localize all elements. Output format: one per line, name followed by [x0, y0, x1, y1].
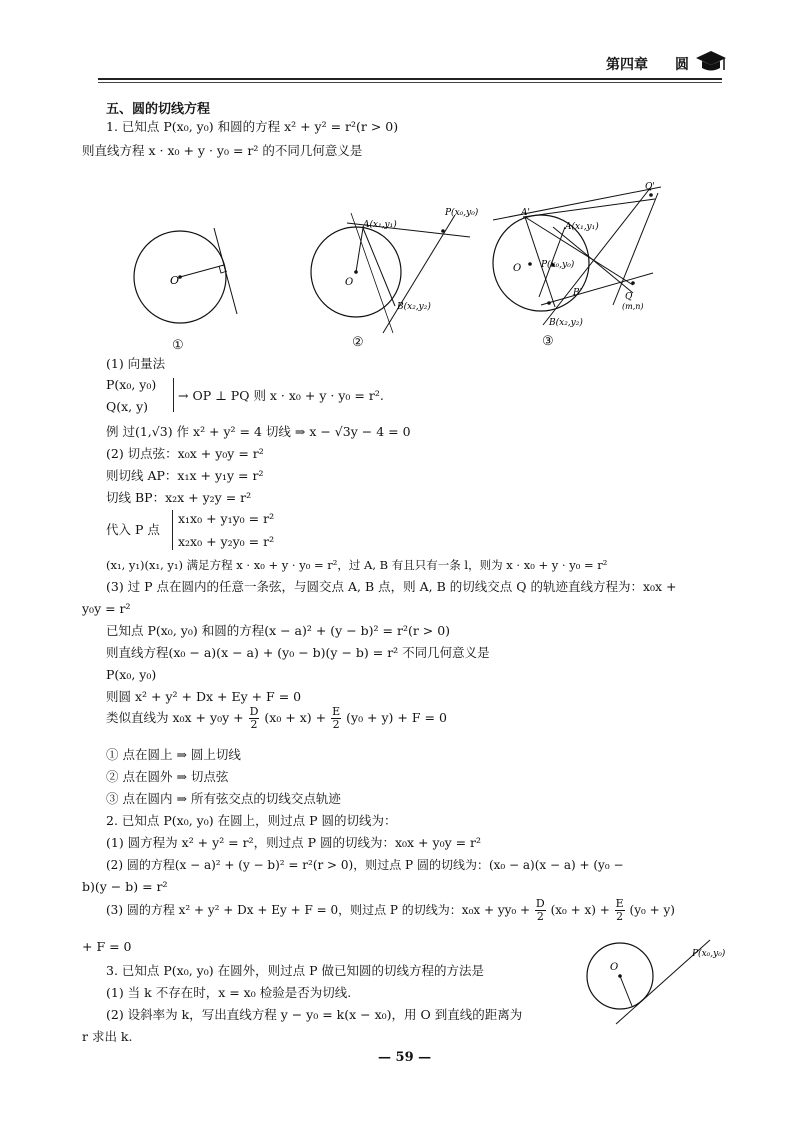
- figure-1: [125, 222, 255, 352]
- line-03: 例 过(1,√3) 作 x² + y² = 4 切线 ⇒ x − √3y − 4 = 0: [106, 424, 411, 439]
- line-06: 切线 BP：x₂x + y₂y = r²: [106, 490, 252, 505]
- fraction-E-over-2-b: $\frac{E}{2}$: [615, 897, 624, 923]
- line-18: ③ 点在圆内 ⇒ 所有弦交点的切线交点轨迹: [106, 791, 341, 806]
- page-number: — 59 —: [378, 1050, 432, 1065]
- line-11: 已知点 P(x₀, y₀) 和圆的方程(x − a)² + (y − b)² = r²(r > 0): [106, 623, 451, 638]
- line-28: r 求出 k.: [82, 1029, 133, 1044]
- fig4-P-label: P(x₀,y₀): [692, 949, 726, 959]
- fig3-B2-label: B': [573, 288, 583, 298]
- fig3-Q-label: Q: [625, 292, 633, 302]
- line-23b: (x₀ + x) +: [550, 903, 610, 917]
- line-12: 则直线方程(x₀ − a)(x − a) + (y₀ − b)(y − b) = r² 不同几何意义是: [106, 645, 490, 660]
- fig3-A-label: A(x₁,y₁): [565, 222, 599, 232]
- fig2-B-label: B(x₂,y₂): [397, 302, 431, 312]
- line-20: (1) 圆方程为 x² + y² = r²，则过点 P 圆的切线为：x₀x + y₀y = r²: [106, 835, 482, 850]
- fig2-caption: ②: [352, 335, 364, 350]
- line-24: + F = 0: [82, 939, 132, 954]
- line-02c: → OP ⊥ PQ 则 x · x₀ + y · y₀ = r².: [178, 388, 384, 403]
- line-23c: (y₀ + y): [629, 903, 675, 917]
- line-26: (1) 当 k 不存在时，x = x₀ 检验是否为切线.: [106, 985, 352, 1000]
- figure-2: [305, 205, 480, 340]
- line-14: 则圆 x² + y² + Dx + Ey + F = 0: [106, 689, 302, 704]
- fraction-D-over-2-b: $\frac{D}{2}$: [535, 897, 545, 923]
- fig3-center-label: O: [513, 263, 522, 274]
- brace-1: [173, 378, 174, 412]
- fraction-D-over-2: $\frac{D}{2}$: [249, 705, 259, 731]
- line-09: (3) 过 P 点在圆内的任意一条弦，与圆交点 A, B 点，则 A, B 的切线交点 Q 的轨迹直线方程为：x₀x +: [106, 579, 677, 594]
- brace-2: [172, 510, 173, 550]
- line-07b: x₂x₀ + y₂y₀ = r²: [178, 534, 275, 549]
- fig3-P-label: P(x₀,y₀): [541, 260, 575, 270]
- line-15a: 类似直线为 x₀x + y₀y +: [106, 710, 244, 725]
- line-25: 3. 已知点 P(x₀, y₀) 在圆外，则过点 P 做已知圆的切线方程的方法是: [106, 963, 484, 978]
- line-21: (2) 圆的方程(x − a)² + (y − b)² = r²(r > 0)，则过点 P 圆的切线为：(x₀ − a)(x − a) + (y₀ −: [106, 858, 624, 872]
- fig3-mn-label: (m,n): [622, 302, 644, 311]
- intro-line-2: 则直线方程 x · x₀ + y · y₀ = r² 的不同几何意义是: [82, 143, 363, 158]
- header-rule-thin: [98, 82, 722, 83]
- line-07a: x₁x₀ + y₁y₀ = r²: [178, 511, 275, 526]
- line-17: ② 点在圆外 ⇒ 切点弦: [106, 769, 229, 784]
- line-23a: (3) 圆的方程 x² + y² + Dx + Ey + F = 0，则过点 P 的切线为：x₀x + yy₀ +: [106, 903, 531, 917]
- fig3-Q2-label: Q': [645, 182, 655, 192]
- line-02a: P(x₀, y₀): [106, 377, 157, 392]
- fig2-center-label: O: [345, 277, 354, 288]
- fig3-caption: ③: [542, 334, 554, 349]
- line-04: (2) 切点弦：x₀x + y₀y = r²: [106, 446, 264, 461]
- fig2-P-label: P(x₀,y₀): [445, 208, 479, 218]
- fig2-A-label: A(x₁,y₁): [363, 220, 397, 230]
- line-27: (2) 设斜率为 k，写出直线方程 y − y₀ = k(x − x₀)，用 O 到直线的距离为: [106, 1007, 523, 1022]
- fig1-caption: ①: [172, 338, 184, 353]
- line-15: [106, 706, 447, 731]
- chapter-title: 圆: [675, 57, 689, 73]
- line-15c: (y₀ + y) + F = 0: [346, 710, 447, 725]
- line-05: 则切线 AP：x₁x + y₁y = r²: [106, 468, 264, 483]
- figure-3: [483, 175, 683, 340]
- fraction-E-over-2: $\frac{E}{2}$: [332, 705, 341, 731]
- fig3-B-label: B(x₂,y₂): [549, 318, 583, 328]
- line-02b: Q(x, y): [106, 399, 149, 414]
- line-19: 2. 已知点 P(x₀, y₀) 在圆上，则过点 P 圆的切线为：: [106, 813, 397, 828]
- line-13: P(x₀, y₀): [106, 667, 157, 682]
- chapter-label: 第四章: [606, 57, 648, 73]
- line-22: b)(y − b) = r²: [82, 879, 168, 894]
- section-title: 五、圆的切线方程: [106, 102, 211, 117]
- graduation-cap-icon: [694, 46, 728, 76]
- fig1-center-label: O: [170, 274, 180, 287]
- line-10: y₀y = r²: [82, 601, 131, 616]
- line-15b: (x₀ + x) +: [264, 710, 327, 725]
- line-07: 代入 P 点: [106, 522, 160, 537]
- line-23: [106, 898, 675, 923]
- fig3-A2-label: A': [521, 208, 530, 218]
- line-01: (1) 向量法: [106, 356, 166, 371]
- figure-4: [580, 938, 730, 1038]
- line-08: (x₁, y₁)(x₁, y₁) 满足方程 x · x₀ + y · y₀ = r²，过 A, B 有且只有一条 l，则为 x · x₀ + y · y₀ = r²: [106, 558, 608, 572]
- header-rule: [98, 78, 722, 80]
- intro-line-1: 1. 已知点 P(x₀, y₀) 和圆的方程 x² + y² = r²(r > 0): [106, 119, 399, 134]
- line-16: ① 点在圆上 ⇒ 圆上切线: [106, 747, 241, 762]
- fig4-center-label: O: [610, 962, 619, 973]
